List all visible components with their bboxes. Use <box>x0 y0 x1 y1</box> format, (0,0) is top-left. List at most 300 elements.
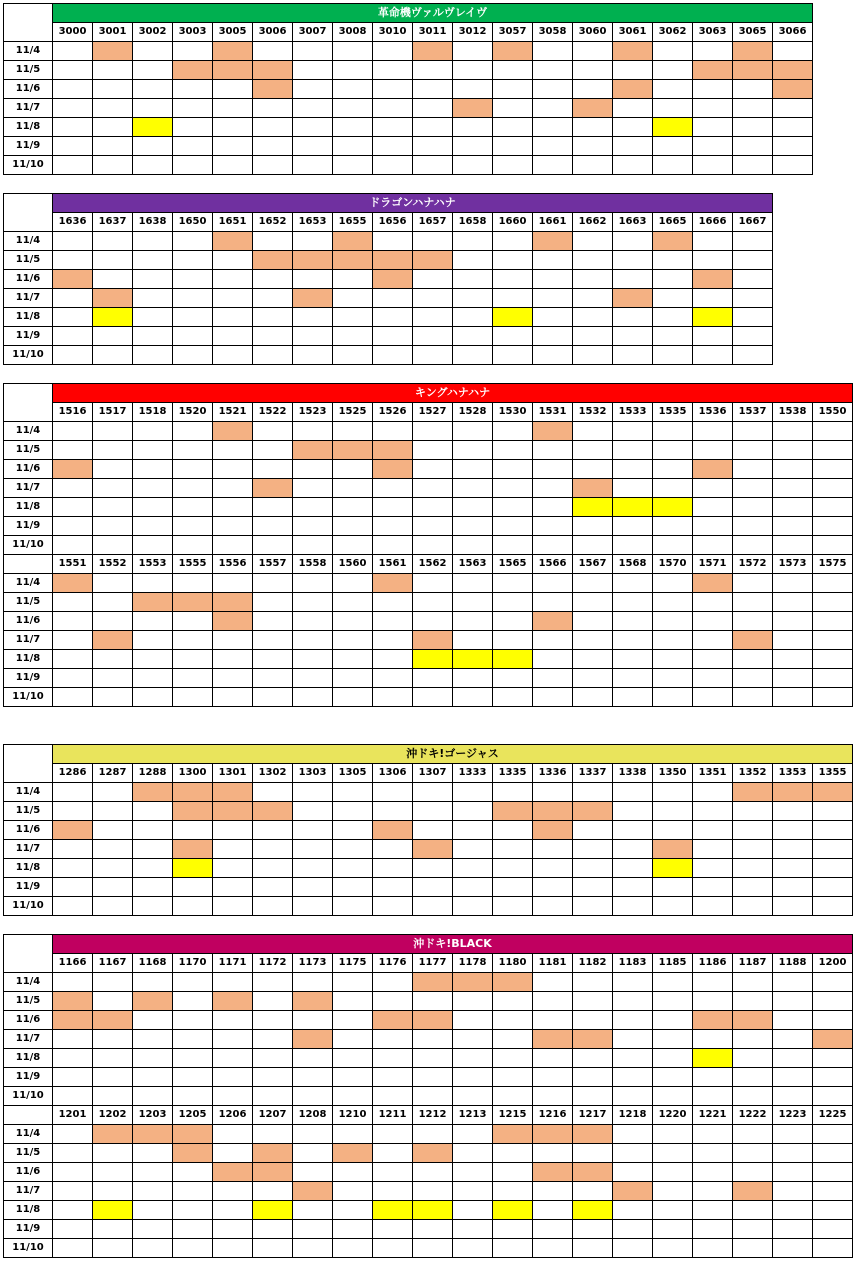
machine-number: 3011 <box>413 23 453 42</box>
date-row <box>4 270 773 289</box>
empty-cell <box>493 593 533 612</box>
empty-cell <box>93 802 133 821</box>
marked-cell <box>133 992 173 1011</box>
empty-cell <box>293 270 333 289</box>
machine-number: 1557 <box>253 555 293 574</box>
empty-cell <box>733 327 773 346</box>
empty-cell <box>733 1125 773 1144</box>
empty-cell <box>813 536 853 555</box>
machine-number: 1303 <box>293 764 333 783</box>
empty-cell <box>533 270 573 289</box>
empty-cell <box>253 612 293 631</box>
machine-number: 3060 <box>573 23 613 42</box>
machine-number: 1170 <box>173 954 213 973</box>
empty-cell <box>773 631 813 650</box>
empty-cell <box>453 517 493 536</box>
machine-number: 1558 <box>293 555 333 574</box>
empty-cell <box>733 346 773 365</box>
empty-cell <box>653 669 693 688</box>
empty-cell <box>93 99 133 118</box>
marked-cell <box>93 631 133 650</box>
empty-cell <box>53 289 93 308</box>
empty-cell <box>613 859 653 878</box>
empty-cell <box>253 897 293 916</box>
empty-cell <box>173 517 213 536</box>
marked-cell <box>53 1011 93 1030</box>
machine-number: 3057 <box>493 23 533 42</box>
empty-cell <box>813 1011 853 1030</box>
empty-cell <box>333 517 373 536</box>
date-row <box>4 688 853 707</box>
marked-cell <box>213 593 253 612</box>
marked-cell <box>173 783 213 802</box>
machine-number: 1216 <box>533 1106 573 1125</box>
machine-number: 3000 <box>53 23 93 42</box>
empty-cell <box>613 1125 653 1144</box>
empty-cell <box>333 1163 373 1182</box>
empty-cell <box>573 650 613 669</box>
marked-cell <box>213 783 253 802</box>
machine-number: 3062 <box>653 23 693 42</box>
empty-cell <box>53 536 93 555</box>
empty-cell <box>53 251 93 270</box>
empty-cell <box>133 802 173 821</box>
empty-cell <box>253 270 293 289</box>
empty-cell <box>333 327 373 346</box>
empty-cell <box>173 821 213 840</box>
empty-cell <box>693 441 733 460</box>
empty-cell <box>333 498 373 517</box>
empty-cell <box>653 1163 693 1182</box>
empty-cell <box>533 498 573 517</box>
machine-number: 1527 <box>413 403 453 422</box>
empty-cell <box>693 650 733 669</box>
machine-number: 1637 <box>93 213 133 232</box>
date-row <box>4 1239 853 1258</box>
marked-cell <box>573 802 613 821</box>
empty-cell <box>133 1239 173 1258</box>
empty-cell <box>293 840 333 859</box>
empty-cell <box>613 669 653 688</box>
empty-cell <box>53 688 93 707</box>
empty-cell <box>53 650 93 669</box>
empty-cell <box>653 783 693 802</box>
marked-cell <box>373 251 413 270</box>
empty-cell <box>653 593 693 612</box>
empty-cell <box>733 1068 773 1087</box>
empty-cell <box>253 498 293 517</box>
machine-number-row <box>4 213 773 232</box>
empty-cell <box>613 1049 653 1068</box>
empty-cell <box>453 593 493 612</box>
empty-cell <box>93 669 133 688</box>
empty-cell <box>213 308 253 327</box>
machine-number: 1182 <box>573 954 613 973</box>
marked-cell <box>533 422 573 441</box>
empty-cell <box>213 327 253 346</box>
marked-cell <box>573 99 613 118</box>
machine-number: 1175 <box>333 954 373 973</box>
empty-cell <box>453 669 493 688</box>
empty-cell <box>213 973 253 992</box>
empty-cell <box>333 669 373 688</box>
empty-cell <box>813 992 853 1011</box>
empty-cell <box>213 1030 253 1049</box>
empty-cell <box>573 1239 613 1258</box>
machine-number-row <box>4 764 853 783</box>
machine-number: 1207 <box>253 1106 293 1125</box>
empty-cell <box>253 669 293 688</box>
empty-cell <box>293 688 333 707</box>
empty-cell <box>733 270 773 289</box>
empty-cell <box>613 1087 653 1106</box>
empty-cell <box>413 612 453 631</box>
empty-cell <box>413 80 453 99</box>
empty-cell <box>173 536 213 555</box>
empty-cell <box>813 1144 853 1163</box>
empty-cell <box>693 973 733 992</box>
machine-number: 1336 <box>533 764 573 783</box>
marked-cell <box>533 232 573 251</box>
marked-cell <box>733 1182 773 1201</box>
empty-cell <box>573 517 613 536</box>
marked-cell <box>773 61 813 80</box>
machine-number: 1213 <box>453 1106 493 1125</box>
empty-cell <box>573 688 613 707</box>
empty-cell <box>413 479 453 498</box>
marked-cell <box>813 783 853 802</box>
empty-cell <box>533 327 573 346</box>
empty-cell <box>133 574 173 593</box>
marked-cell <box>133 783 173 802</box>
machine-number-row <box>4 1106 853 1125</box>
machine-number: 1537 <box>733 403 773 422</box>
empty-cell <box>533 840 573 859</box>
machine-number: 1531 <box>533 403 573 422</box>
empty-cell <box>333 346 373 365</box>
empty-cell <box>613 1030 653 1049</box>
marked-cell <box>733 631 773 650</box>
date-label: 11/4 <box>4 973 53 992</box>
date-row <box>4 973 853 992</box>
marked-cell <box>293 289 333 308</box>
highlight-cell <box>573 1201 613 1220</box>
empty-cell <box>293 80 333 99</box>
empty-cell <box>453 1030 493 1049</box>
machine-title: 沖ドキ!ゴージャス <box>53 745 853 764</box>
empty-cell <box>613 878 653 897</box>
machine-number: 1167 <box>93 954 133 973</box>
empty-cell <box>373 897 413 916</box>
date-label: 11/7 <box>4 631 53 650</box>
date-row <box>4 1125 853 1144</box>
empty-cell <box>653 574 693 593</box>
empty-cell <box>133 897 173 916</box>
date-row <box>4 783 853 802</box>
empty-cell <box>213 650 253 669</box>
machine-number: 1223 <box>773 1106 813 1125</box>
machine-number: 1657 <box>413 213 453 232</box>
empty-cell <box>693 669 733 688</box>
empty-cell <box>693 118 733 137</box>
empty-cell <box>613 346 653 365</box>
empty-cell <box>733 859 773 878</box>
empty-cell <box>533 783 573 802</box>
empty-cell <box>333 137 373 156</box>
empty-cell <box>373 99 413 118</box>
marked-cell <box>253 1144 293 1163</box>
empty-cell <box>453 498 493 517</box>
empty-cell <box>453 251 493 270</box>
date-label: 11/5 <box>4 593 53 612</box>
empty-cell <box>453 479 493 498</box>
empty-cell <box>133 1144 173 1163</box>
empty-cell <box>733 669 773 688</box>
empty-cell <box>253 650 293 669</box>
machine-table <box>3 934 853 1258</box>
date-label: 11/5 <box>4 61 53 80</box>
empty-cell <box>733 441 773 460</box>
empty-cell <box>293 1125 333 1144</box>
empty-cell <box>773 1011 813 1030</box>
machine-number: 3006 <box>253 23 293 42</box>
empty-cell <box>253 118 293 137</box>
empty-cell <box>133 1182 173 1201</box>
marked-cell <box>493 42 533 61</box>
date-label: 11/7 <box>4 1030 53 1049</box>
corner-cell <box>4 23 53 42</box>
date-label: 11/4 <box>4 232 53 251</box>
empty-cell <box>493 783 533 802</box>
empty-cell <box>333 1087 373 1106</box>
marked-cell <box>573 479 613 498</box>
empty-cell <box>693 137 733 156</box>
empty-cell <box>453 1182 493 1201</box>
marked-cell <box>493 1125 533 1144</box>
date-row <box>4 346 773 365</box>
empty-cell <box>413 61 453 80</box>
empty-cell <box>333 802 373 821</box>
empty-cell <box>493 1144 533 1163</box>
empty-cell <box>93 574 133 593</box>
empty-cell <box>253 346 293 365</box>
empty-cell <box>333 156 373 175</box>
machine-number: 1518 <box>133 403 173 422</box>
empty-cell <box>93 80 133 99</box>
marked-cell <box>213 992 253 1011</box>
empty-cell <box>293 1068 333 1087</box>
empty-cell <box>493 517 533 536</box>
empty-cell <box>653 270 693 289</box>
date-label: 11/5 <box>4 1144 53 1163</box>
machine-number: 1571 <box>693 555 733 574</box>
empty-cell <box>93 1087 133 1106</box>
empty-cell <box>493 1068 533 1087</box>
empty-cell <box>413 536 453 555</box>
date-label: 11/9 <box>4 137 53 156</box>
empty-cell <box>493 422 533 441</box>
empty-cell <box>813 1125 853 1144</box>
empty-cell <box>53 1144 93 1163</box>
empty-cell <box>533 878 573 897</box>
machine-number: 1181 <box>533 954 573 973</box>
empty-cell <box>813 821 853 840</box>
empty-cell <box>533 897 573 916</box>
empty-cell <box>773 99 813 118</box>
empty-cell <box>773 593 813 612</box>
machine-number: 1560 <box>333 555 373 574</box>
empty-cell <box>653 42 693 61</box>
empty-cell <box>693 821 733 840</box>
empty-cell <box>93 783 133 802</box>
empty-cell <box>533 289 573 308</box>
empty-cell <box>693 612 733 631</box>
date-label: 11/8 <box>4 650 53 669</box>
machine-number: 1208 <box>293 1106 333 1125</box>
marked-cell <box>253 802 293 821</box>
marked-cell <box>653 840 693 859</box>
empty-cell <box>213 1144 253 1163</box>
date-row <box>4 536 853 555</box>
machine-number: 1351 <box>693 764 733 783</box>
highlight-cell <box>693 308 733 327</box>
empty-cell <box>333 1068 373 1087</box>
machine-number: 3066 <box>773 23 813 42</box>
machine-number: 1353 <box>773 764 813 783</box>
empty-cell <box>373 346 413 365</box>
empty-cell <box>453 1239 493 1258</box>
empty-cell <box>653 1087 693 1106</box>
machine-number: 1302 <box>253 764 293 783</box>
empty-cell <box>733 1239 773 1258</box>
empty-cell <box>773 821 813 840</box>
empty-cell <box>573 1144 613 1163</box>
date-row <box>4 422 853 441</box>
date-row <box>4 1182 853 1201</box>
empty-cell <box>373 802 413 821</box>
machine-number: 1526 <box>373 403 413 422</box>
empty-cell <box>773 859 813 878</box>
date-label: 11/9 <box>4 878 53 897</box>
date-row <box>4 251 773 270</box>
empty-cell <box>293 973 333 992</box>
empty-cell <box>653 460 693 479</box>
empty-cell <box>413 289 453 308</box>
machine-number: 1335 <box>493 764 533 783</box>
empty-cell <box>253 688 293 707</box>
empty-cell <box>293 859 333 878</box>
empty-cell <box>733 289 773 308</box>
empty-cell <box>133 612 173 631</box>
machine-number: 1516 <box>53 403 93 422</box>
machine-number: 1667 <box>733 213 773 232</box>
empty-cell <box>613 612 653 631</box>
empty-cell <box>733 118 773 137</box>
machine-number: 1186 <box>693 954 733 973</box>
empty-cell <box>733 498 773 517</box>
empty-cell <box>653 137 693 156</box>
empty-cell <box>413 460 453 479</box>
empty-cell <box>493 1163 533 1182</box>
empty-cell <box>533 251 573 270</box>
empty-cell <box>533 973 573 992</box>
empty-cell <box>493 897 533 916</box>
marked-cell <box>333 441 373 460</box>
empty-cell <box>333 574 373 593</box>
empty-cell <box>693 536 733 555</box>
empty-cell <box>613 270 653 289</box>
date-label: 11/10 <box>4 156 53 175</box>
empty-cell <box>373 1125 413 1144</box>
marked-cell <box>173 61 213 80</box>
date-label: 11/8 <box>4 1201 53 1220</box>
date-label: 11/8 <box>4 1049 53 1068</box>
empty-cell <box>133 346 173 365</box>
marked-cell <box>213 422 253 441</box>
empty-cell <box>173 669 213 688</box>
marked-cell <box>813 1030 853 1049</box>
empty-cell <box>653 1068 693 1087</box>
machine-number: 1568 <box>613 555 653 574</box>
empty-cell <box>773 612 813 631</box>
empty-cell <box>813 574 853 593</box>
empty-cell <box>293 156 333 175</box>
empty-cell <box>53 308 93 327</box>
empty-cell <box>533 308 573 327</box>
empty-cell <box>573 783 613 802</box>
empty-cell <box>133 1049 173 1068</box>
empty-cell <box>533 669 573 688</box>
empty-cell <box>813 1239 853 1258</box>
empty-cell <box>133 650 173 669</box>
machine-number: 1201 <box>53 1106 93 1125</box>
empty-cell <box>773 1239 813 1258</box>
machine-number: 1653 <box>293 213 333 232</box>
empty-cell <box>613 840 653 859</box>
empty-cell <box>53 1030 93 1049</box>
title-row <box>4 4 813 23</box>
empty-cell <box>213 460 253 479</box>
empty-cell <box>453 156 493 175</box>
empty-cell <box>573 897 613 916</box>
highlight-cell <box>493 1201 533 1220</box>
marked-cell <box>293 992 333 1011</box>
empty-cell <box>773 1220 813 1239</box>
marked-cell <box>413 1011 453 1030</box>
empty-cell <box>93 118 133 137</box>
date-label: 11/4 <box>4 1125 53 1144</box>
empty-cell <box>573 308 613 327</box>
empty-cell <box>253 783 293 802</box>
empty-cell <box>93 897 133 916</box>
empty-cell <box>613 61 653 80</box>
empty-cell <box>493 1011 533 1030</box>
empty-cell <box>93 688 133 707</box>
empty-cell <box>253 878 293 897</box>
empty-cell <box>93 840 133 859</box>
machine-number: 1651 <box>213 213 253 232</box>
empty-cell <box>413 1239 453 1258</box>
empty-cell <box>693 859 733 878</box>
empty-cell <box>293 42 333 61</box>
empty-cell <box>293 802 333 821</box>
empty-cell <box>813 650 853 669</box>
empty-cell <box>333 840 373 859</box>
empty-cell <box>373 517 413 536</box>
empty-cell <box>133 669 173 688</box>
empty-cell <box>773 650 813 669</box>
empty-cell <box>93 593 133 612</box>
